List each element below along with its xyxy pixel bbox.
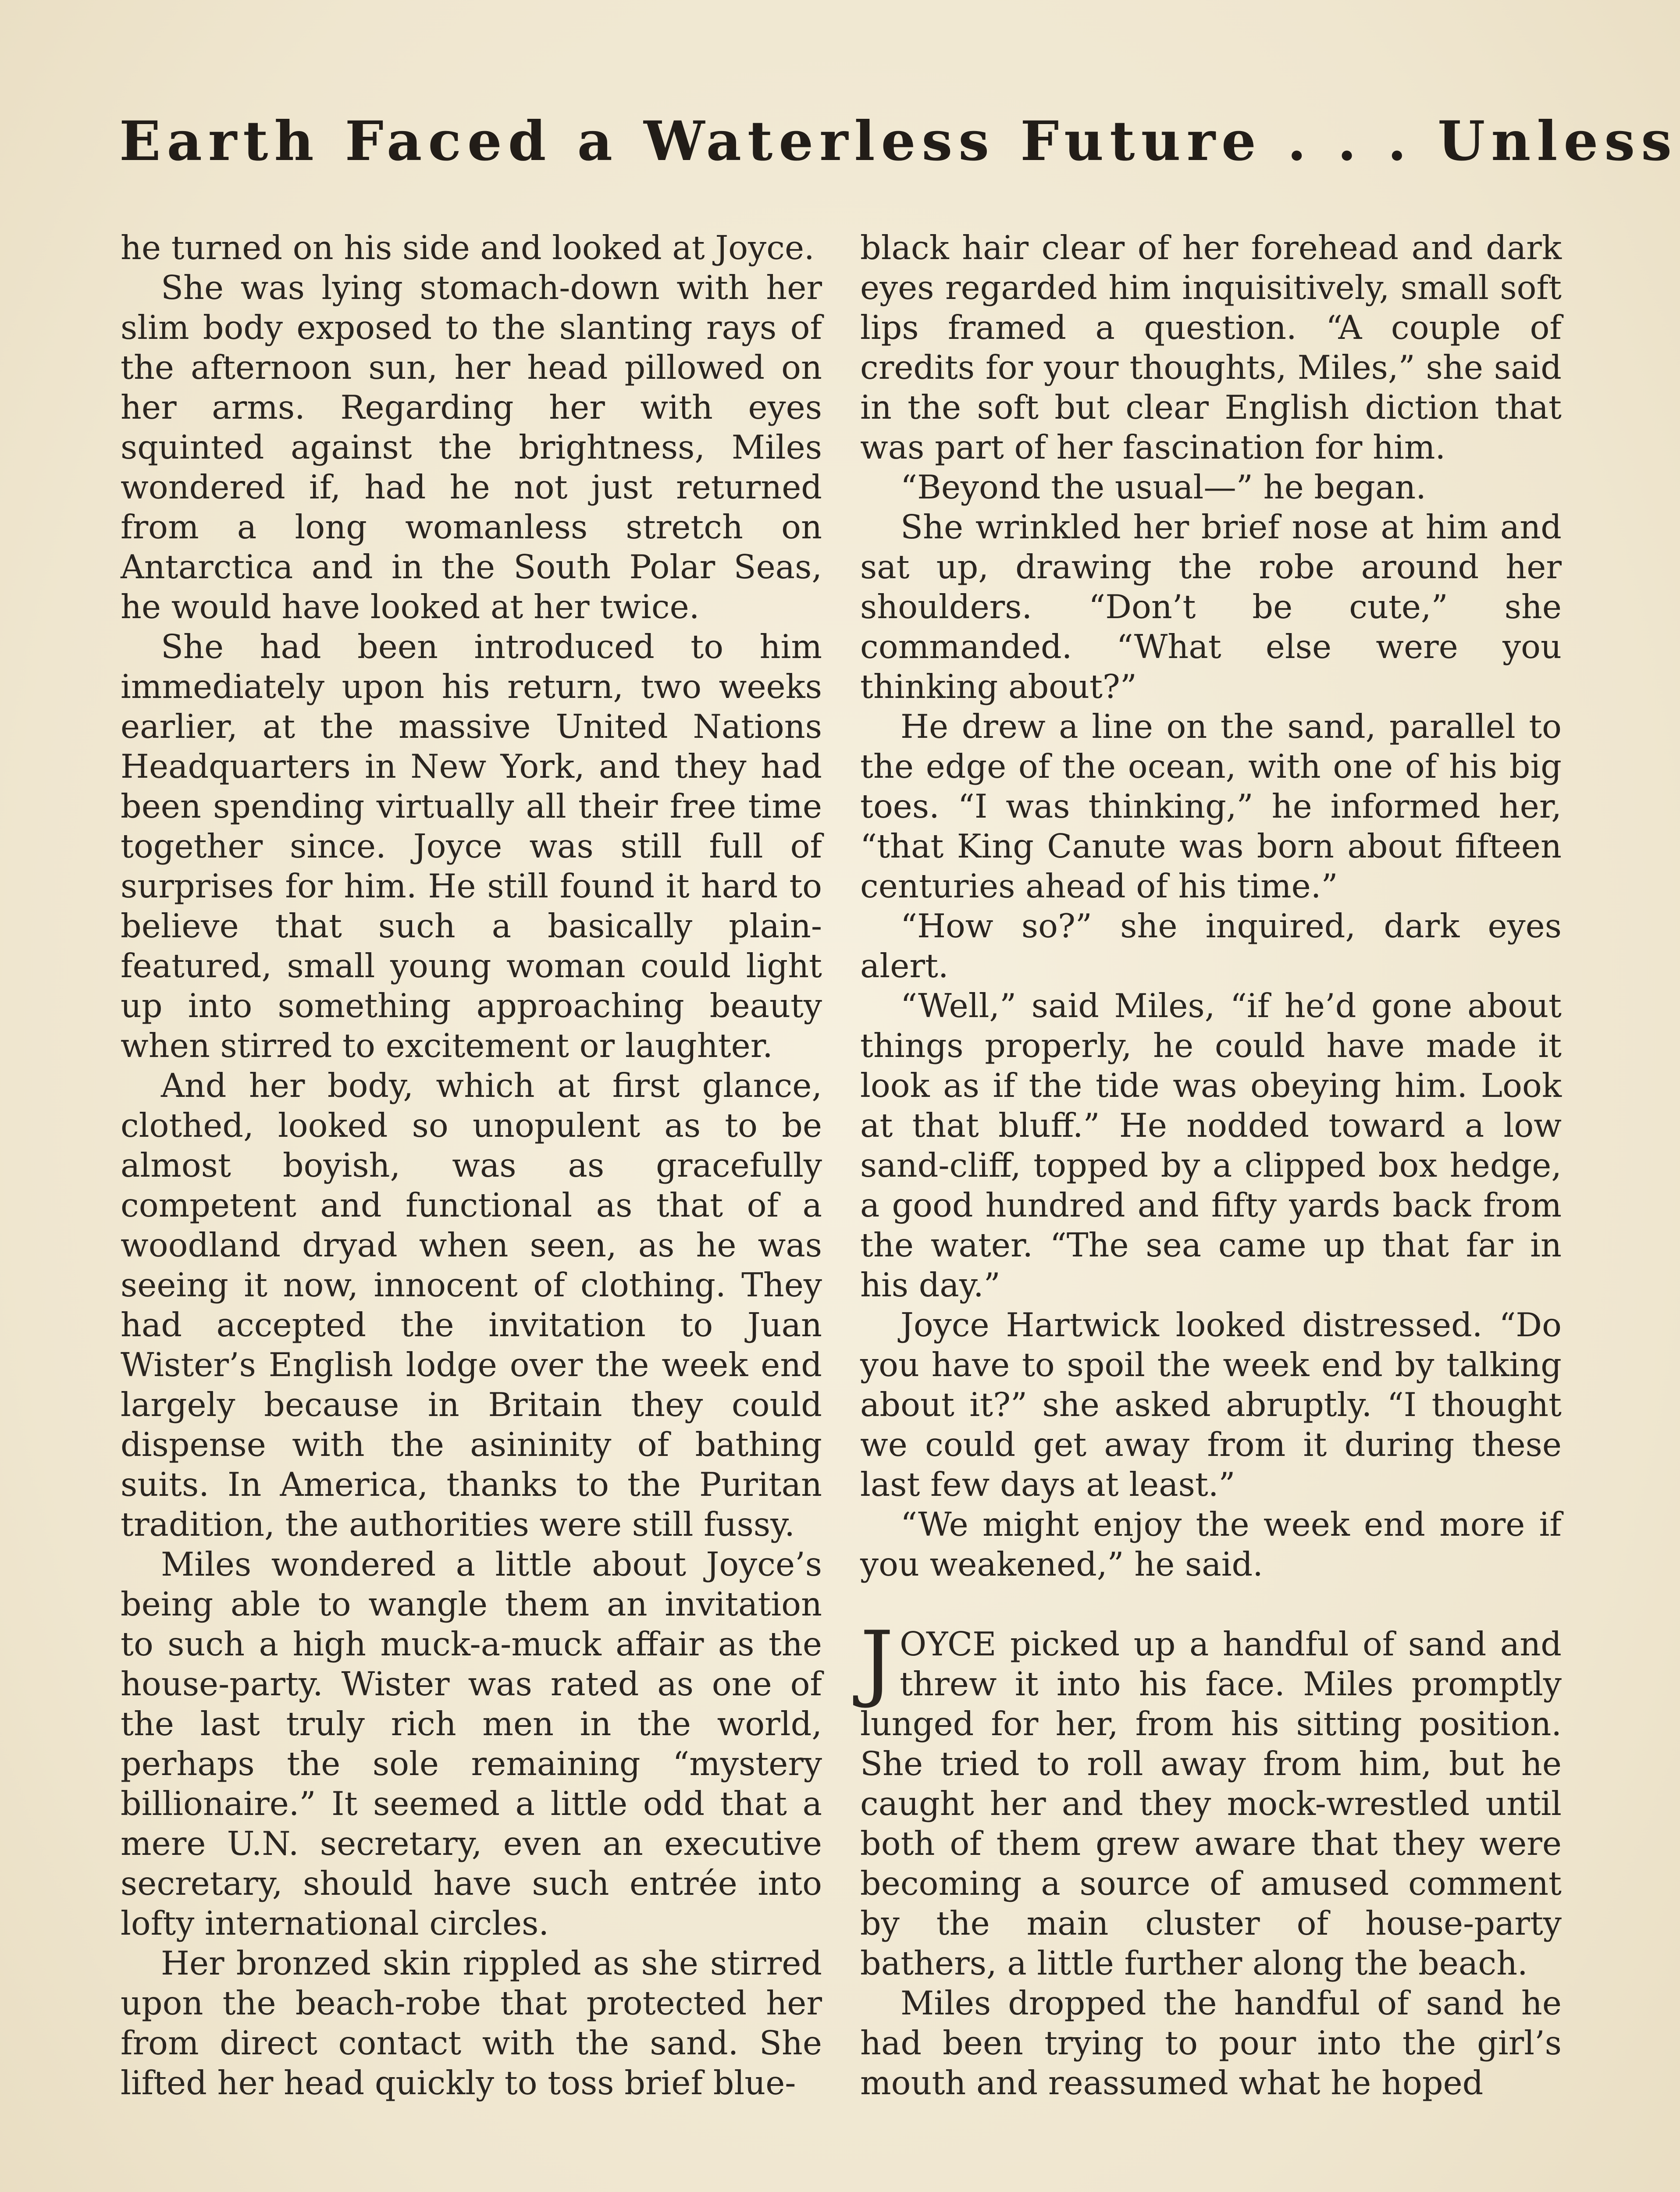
page-title: Earth Faced a Waterless Future . . . Unless (119, 110, 1678, 173)
paragraph: Miles dropped the handful of sand he had been trying to pour into the girl’s mouth and reassumed what he hoped (860, 1984, 1562, 2102)
paragraph: And her body, which at first glance, clothed, looked so unopulent as to be almost boyish, was as gracefully competent and functional as that of a woodland dryad when seen, as he was seeing it now, innocent of clothing. They had accepted the invitation to Juan Wister’s English lodge over the week end largely because in Britain they could dispense with the asininity of bathing suits. In America, thanks to the Puritan tradition, the authorities were still fussy. (121, 1067, 822, 1544)
paragraph: “Well,” said Miles, “if he’d gone about things properly, he could have made it look as if the tide was obeying him. Look at that bluff.” He nodded toward a low sand-cliff, topped by a clipped box hedge, a good hundred and fifty yards back from the water. “The sea came up that far in his day.” (860, 987, 1562, 1304)
paragraph: Her bronzed skin rippled as she stirred upon the beach-robe that protected her from direct contact with the sand. She lifted her head quickly to toss brief blue- (121, 1944, 822, 2102)
paragraph: She wrinkled her brief nose at him and sat up, drawing the robe around her shoulders. “Don’t be cute,” she commanded. “What else were you thinking about?” (860, 508, 1562, 706)
paragraph: “How so?” she inquired, dark eyes alert. (860, 907, 1562, 985)
paragraph: He drew a line on the sand, parallel to the edge of the ocean, with one of his big toes. “I was thinking,” he informed her, “that King Canute was born about fifteen centuries ahead of his time.” (860, 708, 1562, 905)
section-first-text: OYCE picked up a handful of sand and threw it into his face. Miles promptly lunged for her, from his sitting position. She tried to roll away from him, but he caught her and they mock-wrestled until both of them grew aware that they were becoming a source of amused comment by the main cluster of house-party bathers, a little further along the beach. (860, 1625, 1562, 1982)
right-column (860, 228, 1562, 2103)
paragraph: “We might enjoy the week end more if you weakened,” he said. (860, 1505, 1562, 1584)
paragraph: She was lying stomach-down with her slim body exposed to the slanting rays of the afternoon sun, her head pillowed on her arms. Regarding her with eyes squinted against the brightness, Miles wondered if, had he not just returned from a long womanless stretch on Antarctica and in the South Polar Seas, he would have looked at her twice. (121, 269, 822, 626)
paragraph: She had been introduced to him immediately upon his return, two weeks earlier, at the massive United Nations Headquarters in New York, and they had been spending virtually all their free time together since. Joyce was still full of surprises for him. He still found it hard to believe that such a basically plain-featured, small young woman could light up into something approaching beauty when stirred to excitement or laughter. (121, 628, 822, 1065)
drop-cap: J (860, 1613, 894, 1710)
paragraph: Joyce Hartwick looked distressed. “Do you have to spoil the week end by talking about it?” she asked abruptly. “I thought we could get away from it during these last few days at least.” (860, 1306, 1562, 1504)
paragraph: “Beyond the usual—” he began. (901, 468, 1426, 506)
section-paragraph (860, 1613, 1562, 1983)
paragraph: black hair clear of her forehead and dark eyes regarded him inquisitively, small soft lips framed a question. “A couple of credits for your thoughts, Miles,” she said in the soft but clear English diction that was part of her fascination for him. (860, 229, 1562, 466)
left-column (121, 228, 822, 2103)
paragraph: Miles wondered a little about Joyce’s being able to wangle them an invitation to such a high muck-a-muck affair as the house-party. Wister was rated as one of the last truly rich men in the world, perhaps the sole remaining “mystery billionaire.” It seemed a little odd that a mere U.N. secretary, even an executive secretary, should have such entrée into lofty international circles. (121, 1545, 822, 1943)
paragraph: he turned on his side and looked at Joyce. (121, 229, 815, 267)
